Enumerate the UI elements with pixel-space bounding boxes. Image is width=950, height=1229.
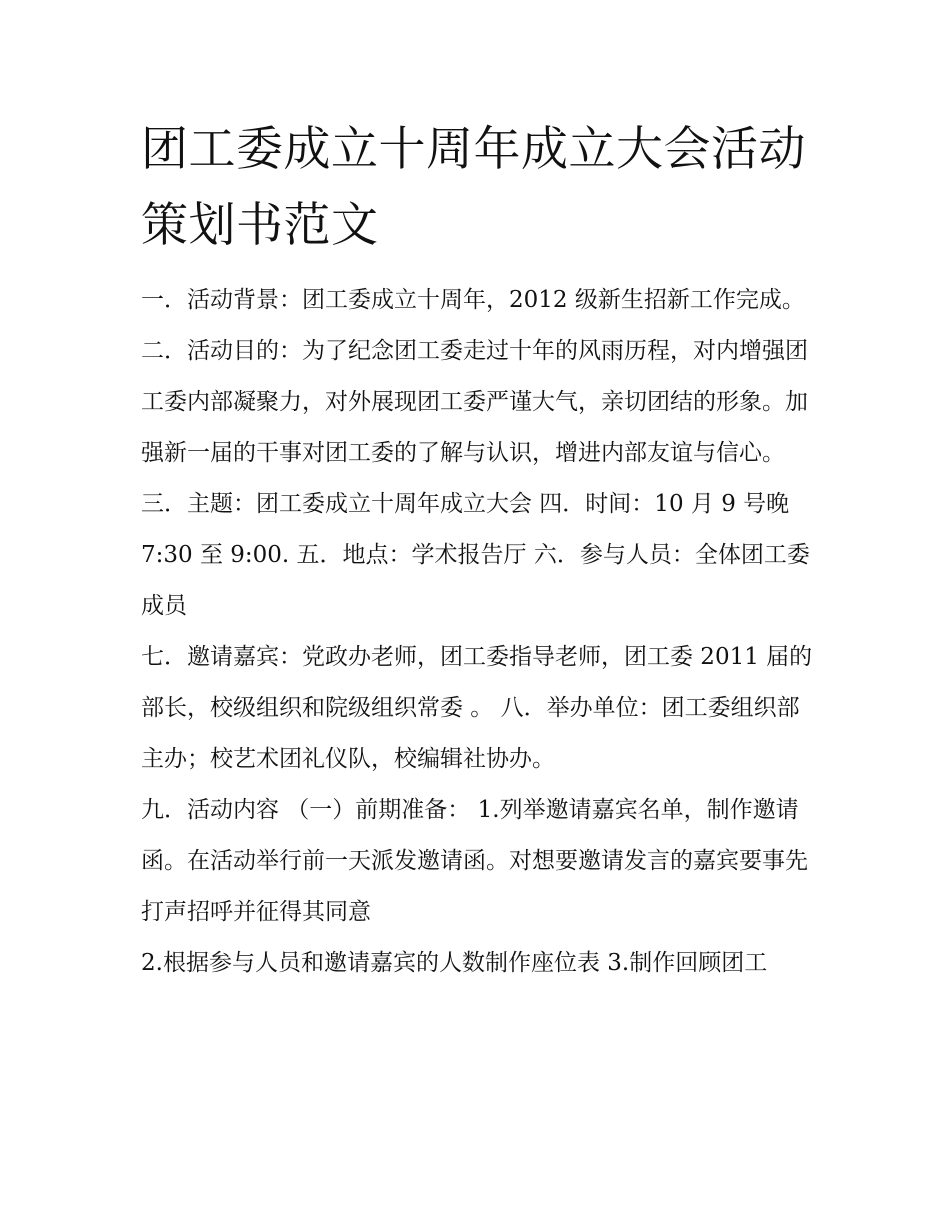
paragraph-preparation-items: 2.根据参与人员和邀请嘉宾的人数制作座位表 3.制作回顾团工: [141, 950, 768, 976]
document-title: 团工委成立十周年成立大会活动策划书范文: [141, 122, 806, 253]
paragraph-guests-organizers: 七．邀请嘉宾：党政办老师，团工委指导老师，团工委 2011 届的部长，校级组织和院级组织常委 。 八．举办单位：团工委组织部主办；校艺术团礼仪队，校编辑社协办。: [141, 644, 813, 772]
paragraph-theme-time-place: 三．主题：团工委成立十周年成立大会 四．时间：10 月 9 号晚 7:30 至 9:00. 五．地点：学术报告厅 六．参与人员：全体团工委成员: [141, 491, 810, 619]
paragraph-background: 一．活动背景：团工委成立十周年，2012 级新生招新工作完成。: [141, 287, 805, 313]
paragraph-purpose: 二．活动目的：为了纪念团工委走过十年的风雨历程，对内增强团工委内部凝聚力，对外展现团工委严谨大气，亲切团结的形象。加强新一届的干事对团工委的了解与认识，增进内部友谊与信心。: [141, 338, 808, 466]
paragraph-activity-content: 九．活动内容 （一）前期准备： 1.列举邀请嘉宾名单，制作邀请函。在活动举行前一天派发邀请函。对想要邀请发言的嘉宾要事先打声招呼并征得其同意: [141, 797, 808, 925]
document-body: [141, 275, 821, 989]
